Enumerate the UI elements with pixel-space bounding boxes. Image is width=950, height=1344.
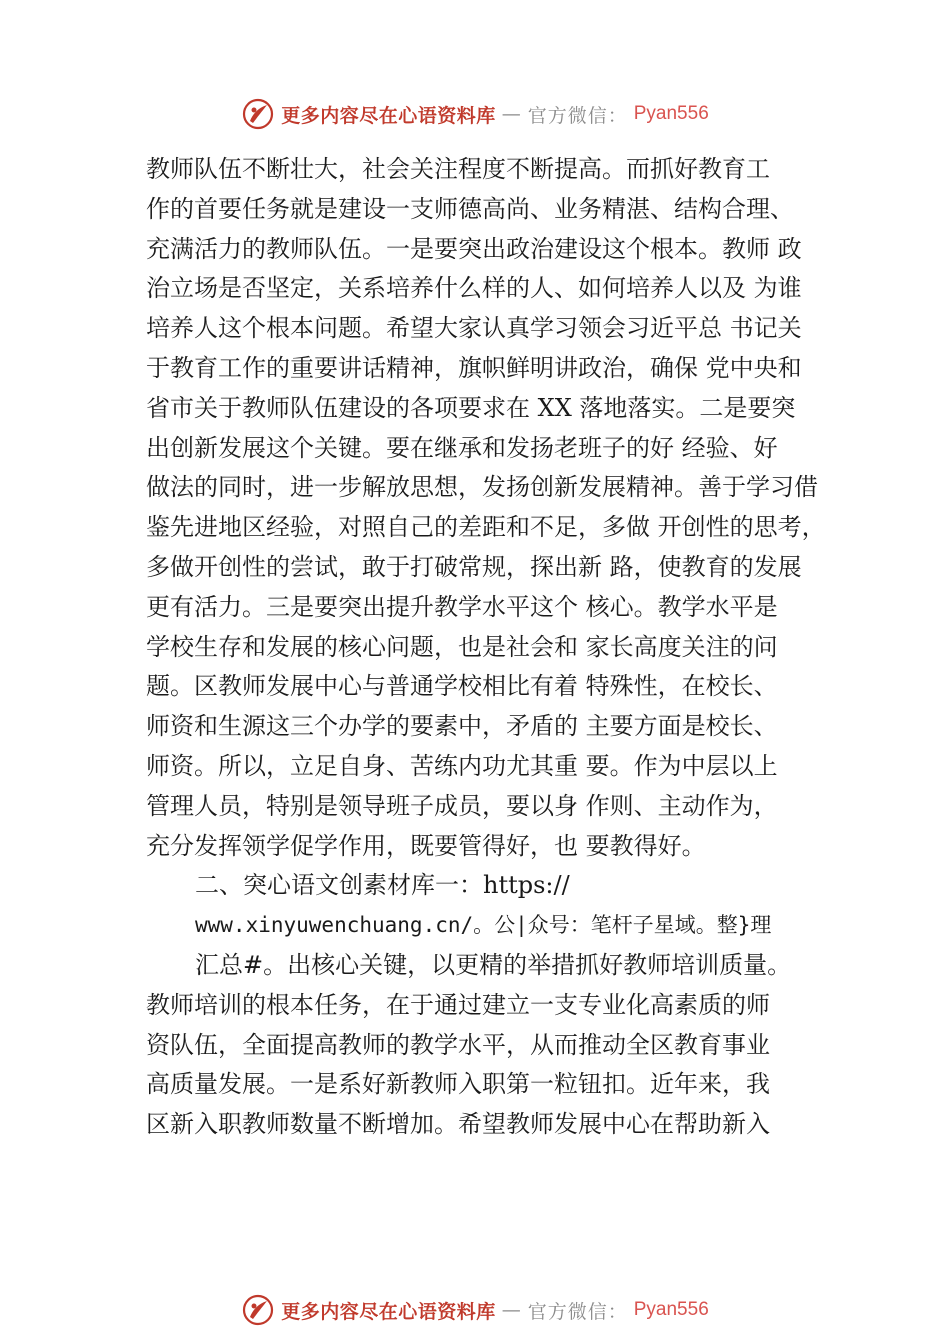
text-line: 于教育工作的重要讲话精神，旗帜鲜明讲政治，确保 党中央和 [146,353,802,382]
banner-handle: Pyan556 [633,103,709,124]
section-heading: 二、突心语文创素材库一：https:// [195,871,570,900]
text-line: 充分发挥领学促学作用，既要管得好，也 要教得好。 [146,831,706,860]
banner-title: 更多内容尽在心语资料库 [281,104,496,127]
section-url-line: www.xinyuwenchuang.cn/。公|众号：笔杆子星域。整}理 [195,913,772,938]
text-line: 鉴先进地区经验，对照自己的差距和不足，多做 开创性的思考， [146,513,826,542]
text-line: 省市关于教师队伍建设的各项要求在 XX 落地落实。二是要突 [146,393,796,422]
text-line: 教师培训的根本任务，在于通过建立一支专业化高素质的师 [146,990,770,1019]
document-body [146,150,836,1145]
text-line: 区新入职教师数量不断增加。希望教师发展中心在帮助新入 [146,1110,770,1139]
text-line: 作的首要任务就是建设一支师德高尚、业务精湛、结构合理、 [146,194,794,223]
banner-separator: — [501,103,522,125]
text-line: 做法的同时，进一步解放思想，发扬创新发展精神。善于学习借 [146,473,818,502]
banner-official-label: 官方微信： [527,104,628,127]
text-line: 资队伍，全面提高教师的教学水平，从而推动全区教育事业 [146,1030,770,1059]
text-line: 管理人员，特别是领导班子成员，要以身 作则、主动作为， [146,791,778,820]
banner-separator: — [501,1299,522,1321]
text-line: 多做开创性的尝试，敢于打破常规，探出新 路，使教育的发展 [146,552,802,581]
text-line: 高质量发展。一是系好新教师入职第一粒钮扣。近年来，我 [146,1070,770,1099]
text-line: 出创新发展这个关键。要在继承和发扬老班子的好 经验、好 [146,433,778,462]
text-line: 培养人这个根本问题。希望大家认真学习领会习近平总 书记关 [146,314,802,343]
text-line: 治立场是否坚定，关系培养什么样的人、如何培养人以及 为谁 [146,274,802,303]
banner-official-label: 官方微信： [527,1300,628,1323]
footer-banner [0,1290,950,1330]
text-line: 更有活力。三是要突出提升教学水平这个 核心。教学水平是 [146,592,778,621]
text-line: 教师队伍不断壮大，社会关注程度不断提高。而抓好教育工 [146,155,770,183]
text-line: 师资。所以，立足自身、苦练内功尤其重 要。作为中层以上 [146,751,778,780]
logo-icon [241,97,275,131]
text-line: 题。区教师发展中心与普通学校相比有着 特殊性，在校长、 [146,672,778,701]
banner-handle: Pyan556 [633,1299,709,1320]
section-heading-tail: 汇总#。出核心关键，以更精的举措抓好教师培训质量。 [195,950,792,979]
text-line: 学校生存和发展的核心问题，也是社会和 家长高度关注的问 [146,632,778,661]
logo-icon [241,1293,275,1327]
banner-title: 更多内容尽在心语资料库 [281,1300,496,1323]
text-line: 充满活力的教师队伍。一是要突出政治建设这个根本。教师 政 [146,234,802,263]
header-banner [0,94,950,134]
text-line: 师资和生源这三个办学的要素中，矛盾的 主要方面是校长、 [146,712,778,741]
